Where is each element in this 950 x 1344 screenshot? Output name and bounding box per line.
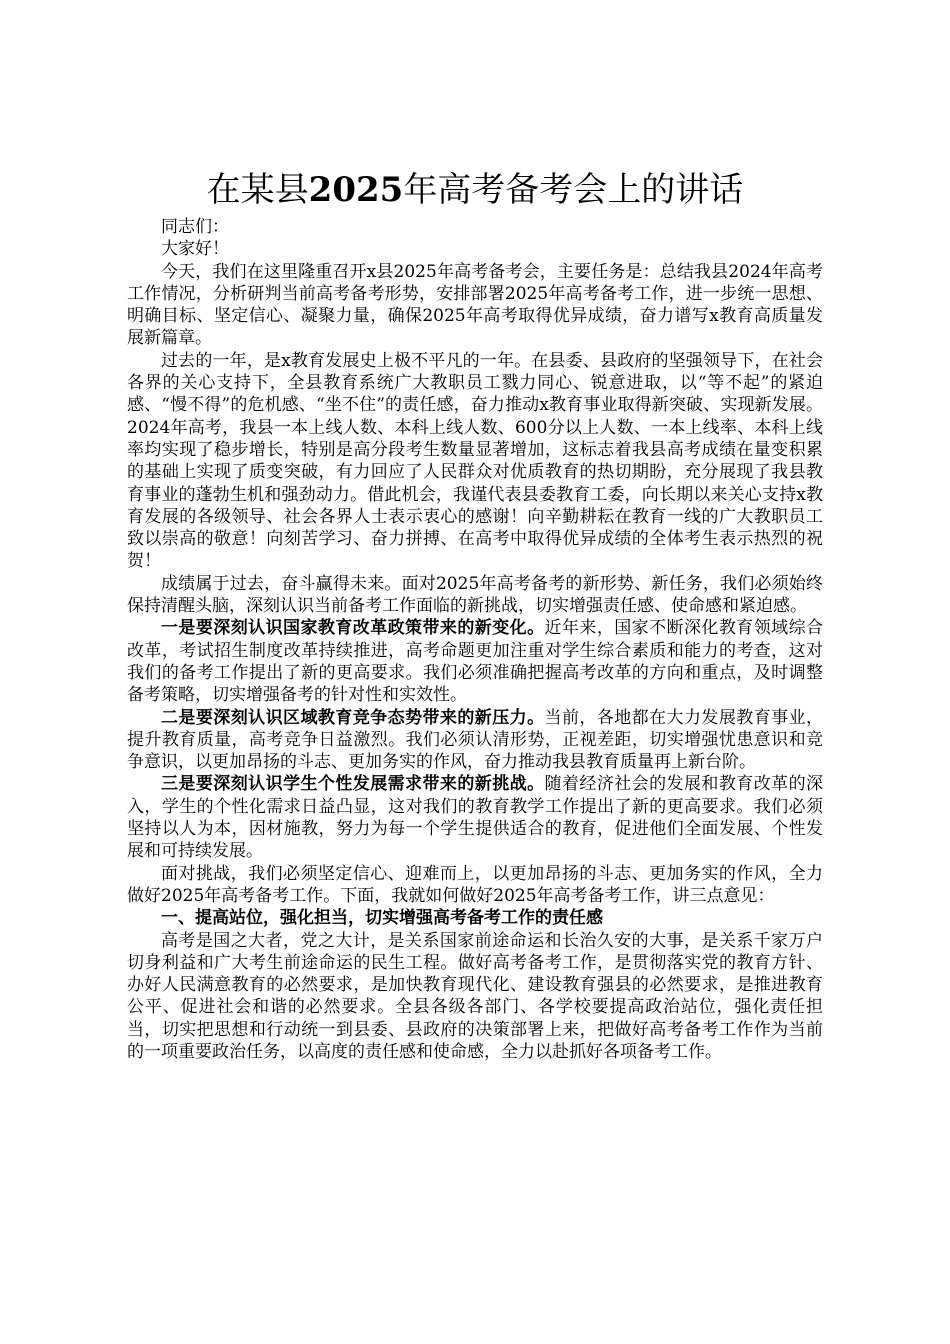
point-three-text: 随着经济社会的发展和教育改革的深入，学生的个性化需求日益凸显，这对我们的教育教学工作提出了新的更高要求。我们必须坚持以人为本，因材施教，努力为每一个学生提供适合的教育，促进他们全面发展、个性发展和可持续发展。 <box>127 774 824 862</box>
paragraph-challenges: 成绩属于过去，奋斗赢得未来。面对2025年高考备考的新形势、新任务，我们必须始终保持清醒头脑，深刻认识当前备考工作面临的新挑战，切实增强责任感、使命感和紧迫感。 <box>127 573 823 617</box>
greeting: 大家好！ <box>161 239 229 260</box>
paragraph-intro: 今天，我们在这里隆重召开x县2025年高考备考会，主要任务是：总结我县2024年高考工作情况，分析研判当前高考备考形势，安排部署2025年高考备考工作，进一步统一思想、明确目标、坚定信心、凝聚力量，确保2025年高考取得优异成绩，奋力谱写x教育高质量发展新篇章。 <box>127 261 823 349</box>
point-one-text: 近年来，国家不断深化教育领域综合改革，考试招生制度改革持续推进，高考命题更加注重对学生综合素质和能力的考查，这对我们的备考工作提出了新的更高要求。我们必须准确把握高考改革的方向和重点，及时调整备考策略，切实增强备考的针对性和实效性。 <box>127 618 824 706</box>
document-page <box>127 166 823 1063</box>
section-one-heading: 一、提高站位，强化担当，切实增强高考备考工作的责任感 <box>161 908 603 929</box>
paragraph-point-two <box>127 707 823 774</box>
paragraph-section-one: 高考是国之大者，党之大计，是关系国家前途命运和长治久安的大事，是关系千家万户切身利益和广大考生前途命运的民生工程。做好高考备考工作，是贯彻落实党的教育方针、办好人民满意教育的必然要求，是加快教育现代化、建设教育强县的必然要求，是推进教育公平、促进社会和谐的必然要求。全县各级各部门、各学校要提高政治站位，强化责任担当，切实把思想和行动统一到县委、县政府的决策部署上来，把做好高考备考工作作为当前的一项重要政治任务，以高度的责任感和使命感，全力以赴抓好各项备考工作。 <box>127 930 823 1062</box>
point-three-lead: 三是要深刻认识学生个性发展需求带来的新挑战。 <box>161 774 545 795</box>
salutation: 同志们： <box>161 217 229 237</box>
document-title <box>127 166 823 214</box>
title-prefix: 在某县 <box>206 170 309 210</box>
paragraph-point-one <box>127 617 823 706</box>
title-year: 2025 <box>308 170 404 210</box>
title-suffix: 年高考备考会上的讲话 <box>403 170 744 210</box>
paragraph-point-three <box>127 773 823 862</box>
point-two-lead: 二是要深刻认识区域教育竞争态势带来的新压力。 <box>161 707 545 728</box>
paragraph-review: 过去的一年，是x教育发展史上极不平凡的一年。在县委、县政府的坚强领导下，在社会各界的关心支持下，全县教育系统广大教职员工戮力同心、锐意进取，以“等不起”的紧迫感、“慢不得”的危机感、“坐不住”的责任感，奋力推动x教育事业取得新突破、实现新发展。2024年高考，我县一本上线人数、本科上线人数、600分以上人数、一本上线率、本科上线率均实现了稳步增长，特别是高分段考生数量显著增加，这标志着我县高考成绩在量变积累的基础上实现了质变突破，有力回应了人民群众对优质教育的热切期盼，充分展现了我县教育事业的蓬勃生机和强劲动力。借此机会，我谨代表县委教育工委，向长期以来关心支持x教育发展的各级领导、社会各界人士表示衷心的感谢！向辛勤耕耘在教育一线的广大教职员工致以崇高的敬意！向刻苦学习、奋力拼搏、在高考中取得优异成绩的全体考生表示热烈的祝贺！ <box>127 350 823 572</box>
paragraph-transition: 面对挑战，我们必须坚定信心、迎难而上，以更加昂扬的斗志、更加务实的作风，全力做好2025年高考备考工作。下面，我就如何做好2025年高考备考工作，讲三点意见： <box>127 863 823 906</box>
point-one-lead: 一是要深刻认识国家教育改革政策带来的新变化。 <box>161 618 545 639</box>
point-two-text: 当前，各地都在大力发展教育事业，提升教育质量，高考竞争日益激烈。我们必须认清形势，正视差距，切实增强忧患意识和竞争意识，以更加昂扬的斗志、更加务实的作风，奋力推动我县教育质量再上新台阶。 <box>127 707 824 773</box>
